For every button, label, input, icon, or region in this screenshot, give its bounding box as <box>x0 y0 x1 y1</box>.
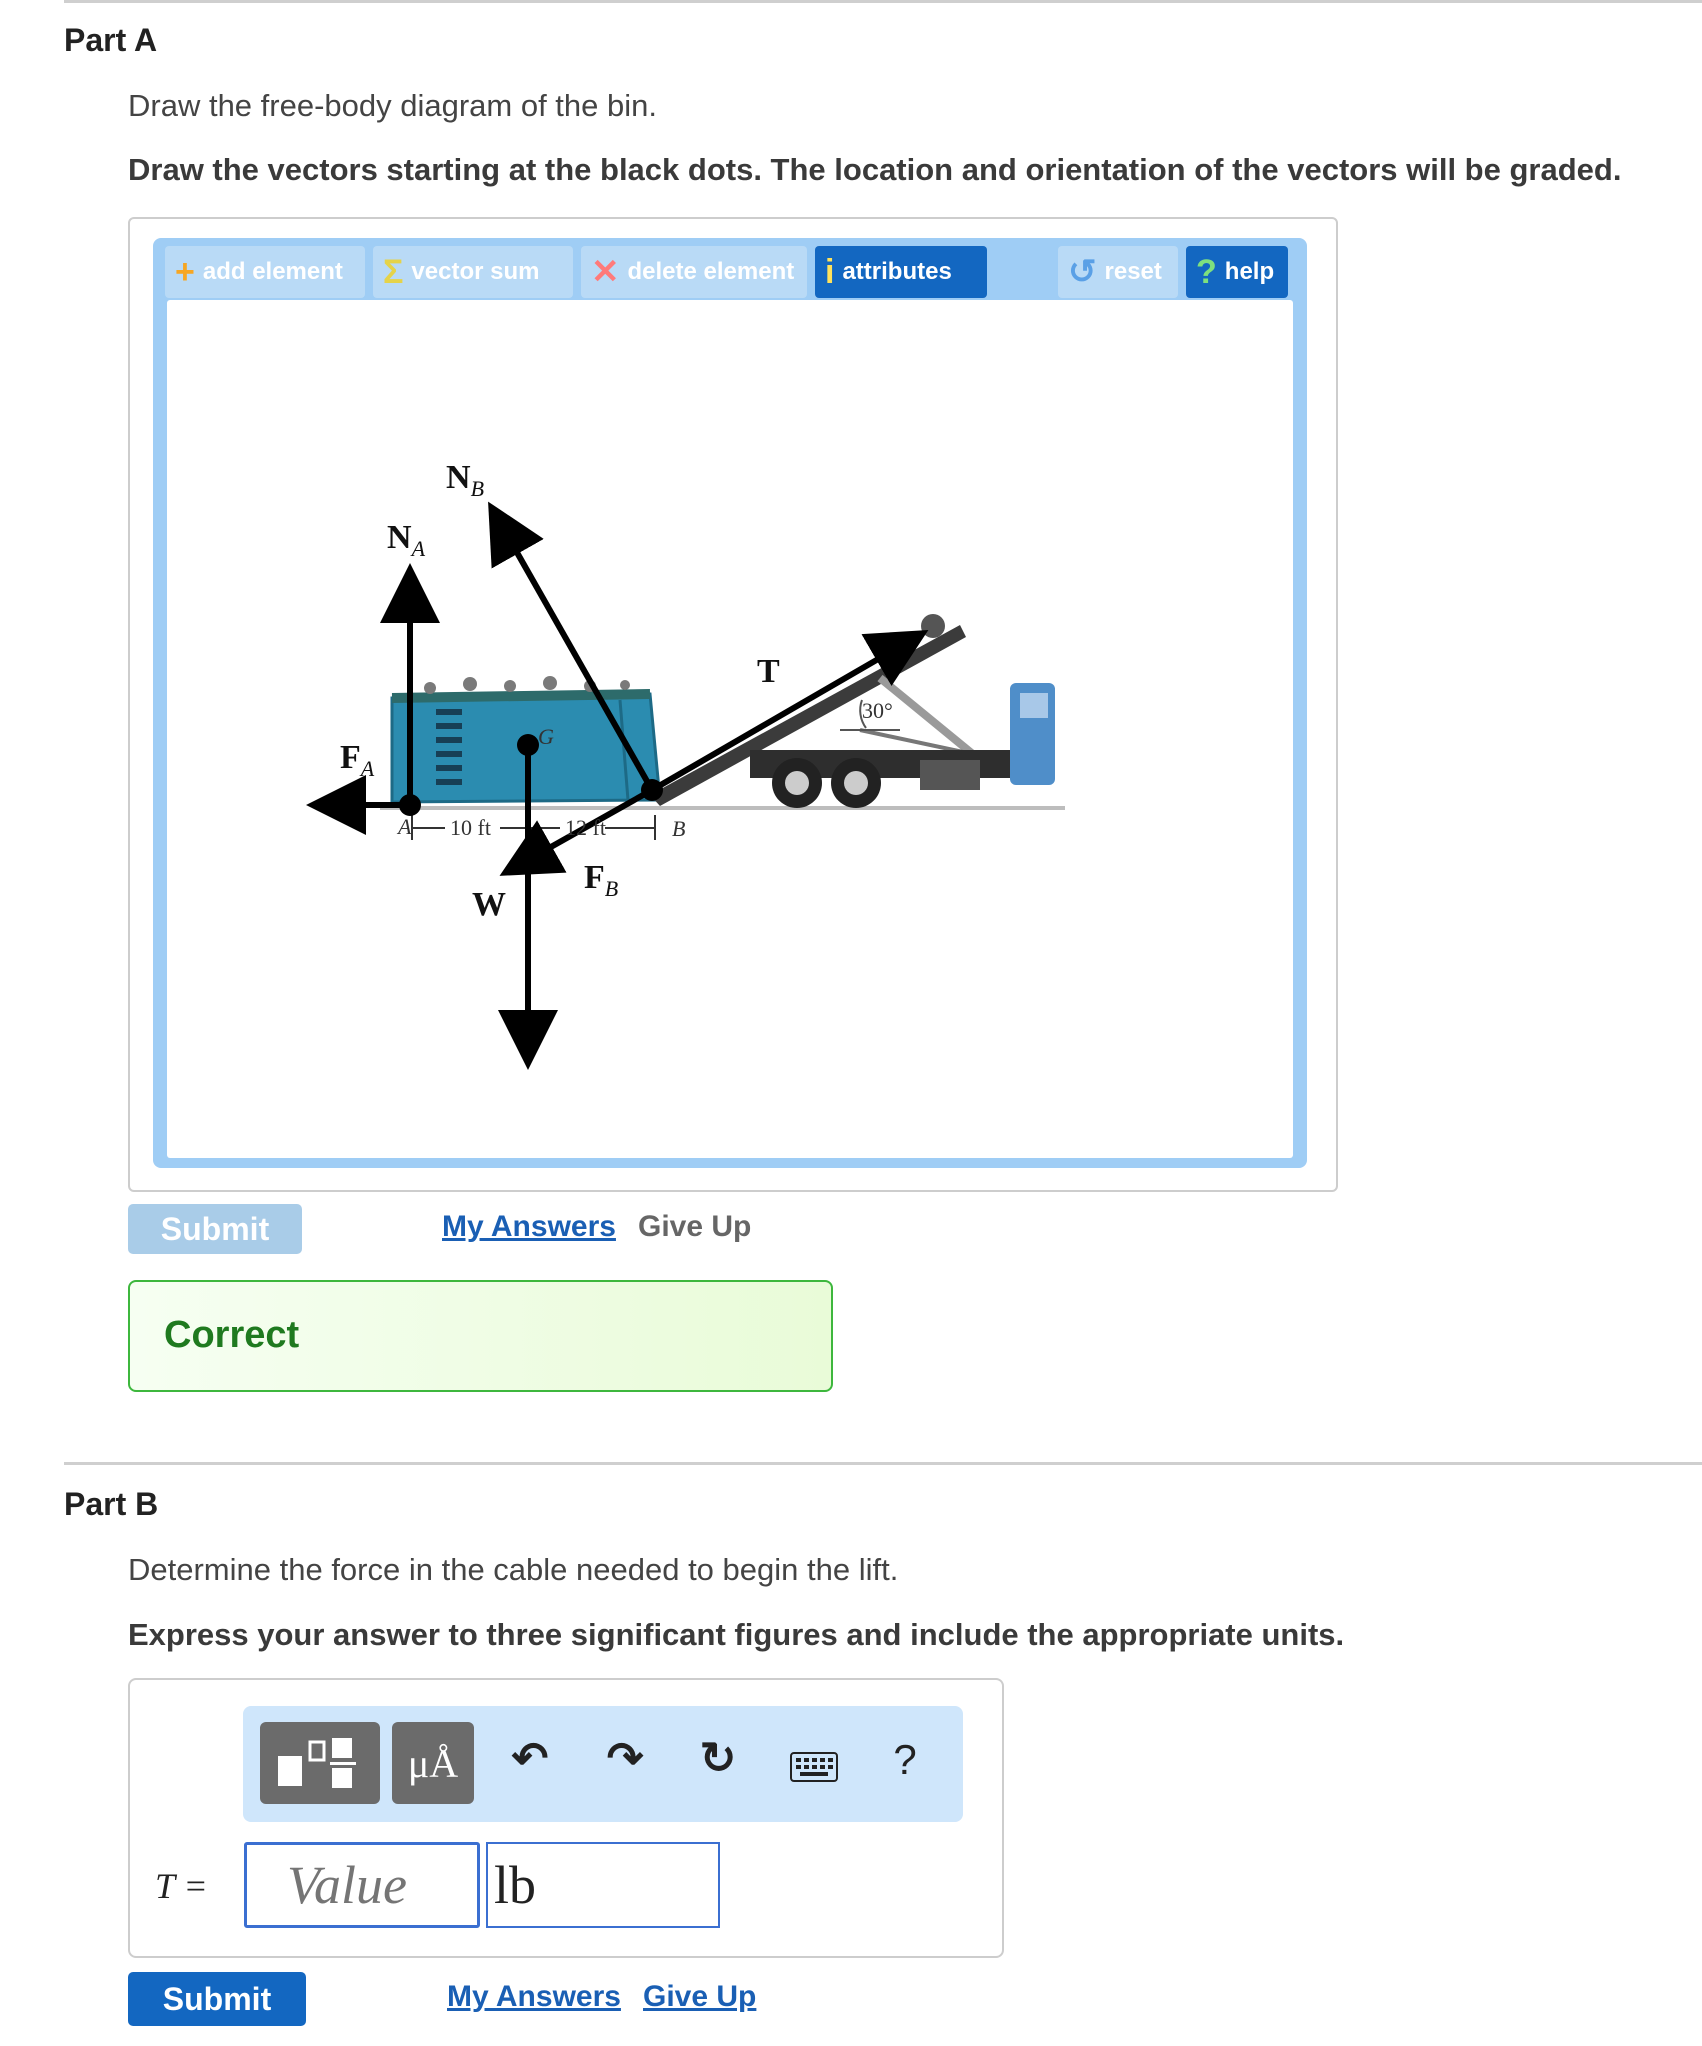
question-icon: ? <box>1196 253 1217 291</box>
part-a-give-up: Give Up <box>638 1210 752 1243</box>
correct-feedback-text: Correct <box>164 1314 300 1356</box>
part-b-divider <box>64 1462 1702 1465</box>
dot-a[interactable] <box>399 794 421 816</box>
delete-element-label: delete element <box>627 258 795 285</box>
templates-button[interactable] <box>260 1722 380 1804</box>
reset-icon: ↺ <box>1068 253 1097 291</box>
keyboard-icon[interactable] <box>790 1752 838 1787</box>
part-b-instruction-bold: Express your answer to three significant figures and include the appropriate units. <box>128 1617 1345 1652</box>
label-w: W <box>472 886 506 923</box>
label-point-a: A <box>398 814 412 839</box>
truck-illustration <box>650 614 1055 808</box>
unit-value: lb <box>494 1855 537 1915</box>
variable-label: T = <box>155 1866 208 1906</box>
add-element-label: add element <box>202 258 343 285</box>
plus-icon: + <box>175 253 195 291</box>
value-input[interactable] <box>244 1842 480 1928</box>
part-b-give-up-link[interactable]: Give Up <box>643 1980 757 2013</box>
label-dim-10ft: 10 ft <box>450 815 491 840</box>
templates-icon <box>260 1722 380 1804</box>
undo-icon[interactable]: ↶ <box>511 1734 549 1783</box>
correct-feedback-box <box>128 1280 833 1392</box>
label-g: G <box>538 724 554 749</box>
label-angle: 30° <box>862 698 893 723</box>
part-b-title: Part B <box>64 1486 159 1522</box>
info-icon: i <box>825 253 835 291</box>
reset-answer-icon[interactable]: ↻ <box>699 1734 737 1783</box>
math-help-icon[interactable]: ? <box>893 1736 917 1783</box>
units-button[interactable] <box>392 1722 474 1804</box>
redo-icon[interactable]: ↷ <box>606 1734 644 1783</box>
part-b-my-answers-link[interactable]: My Answers <box>447 1980 621 2013</box>
label-fa: $F_A$ <box>340 739 375 781</box>
label-fb: $F_B$ <box>584 859 619 901</box>
units-symbol: μÅ <box>407 1741 459 1786</box>
part-b-submit-button[interactable]: Submit <box>128 1972 306 2026</box>
label-t: T <box>757 653 780 690</box>
sigma-icon: Σ <box>383 253 404 291</box>
dimension-line <box>412 815 655 840</box>
label-point-b: B <box>672 816 686 841</box>
dot-b[interactable] <box>641 779 663 801</box>
part-a-instruction: Draw the free-body diagram of the bin. <box>128 88 657 123</box>
part-a-submit-button[interactable]: Submit <box>128 1204 302 1254</box>
delete-x-icon: ✕ <box>591 253 620 291</box>
part-a-title: Part A <box>64 22 158 58</box>
label-dim-12ft: 12 ft <box>565 815 606 840</box>
vector-sum-label: vector sum <box>411 258 540 285</box>
reset-label: reset <box>1104 258 1162 285</box>
part-a-instruction-bold: Draw the vectors starting at the black dots. The location and orientation of the vectors will be graded. <box>128 152 1622 187</box>
help-label: help <box>1224 258 1275 285</box>
label-nb: $N_B$ <box>446 459 485 501</box>
part-a-my-answers-link[interactable]: My Answers <box>442 1210 616 1243</box>
label-na: $N_A$ <box>387 519 426 561</box>
dot-g[interactable] <box>517 734 539 756</box>
part-b-instruction: Determine the force in the cable needed to begin the lift. <box>128 1552 899 1587</box>
unit-input[interactable] <box>486 1842 720 1928</box>
attributes-label: attributes <box>842 258 952 285</box>
